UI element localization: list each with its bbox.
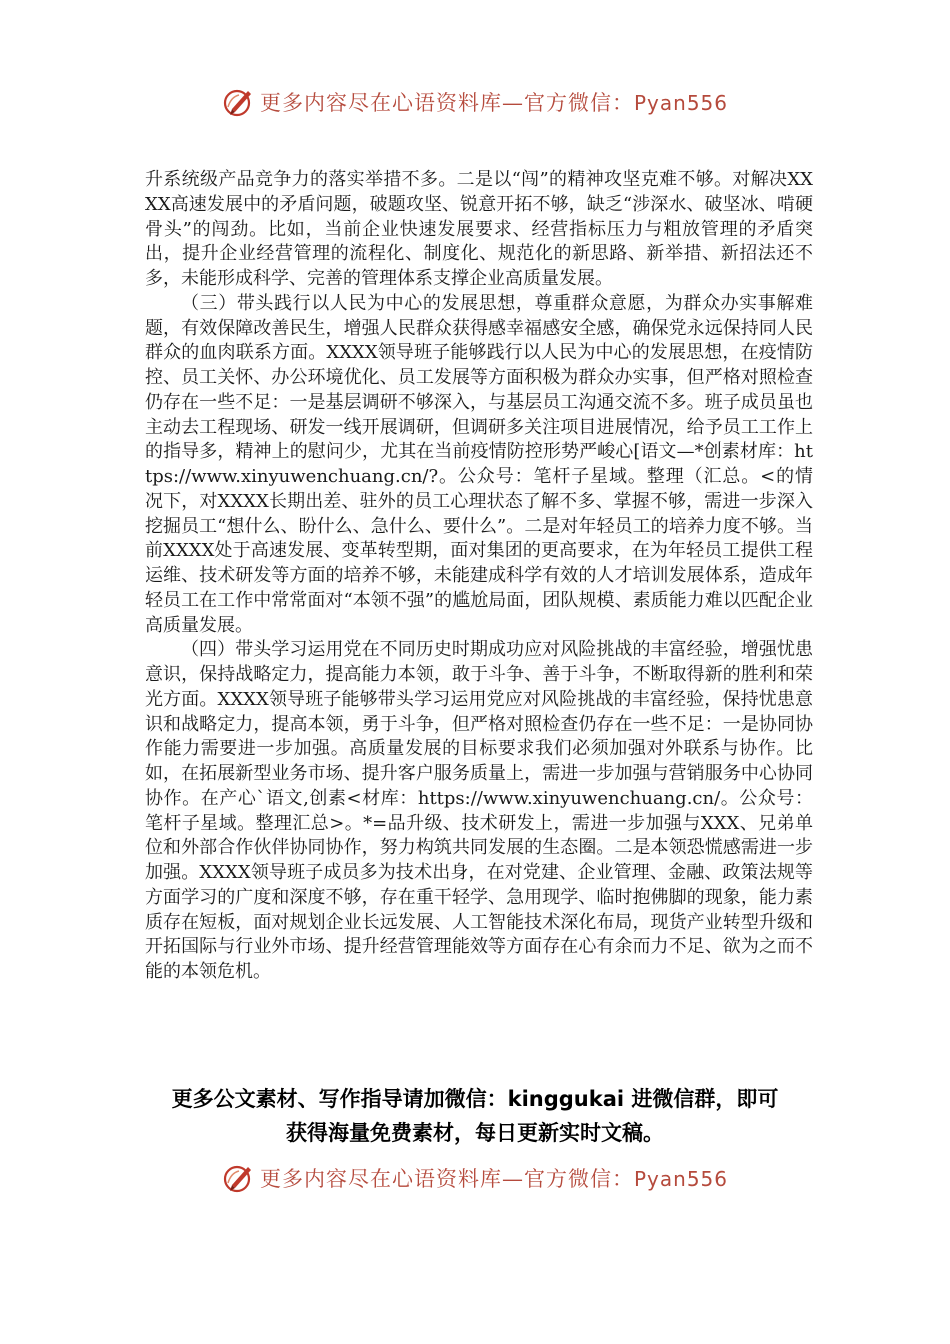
paragraph-section-3: （三）带头践行以人民为中心的发展思想，尊重群众意愿，为群众办实事解难题，有效保障改善民生，增强人民群众获得感幸福感安全感，确保党永远保持同人民群众的血肉联系方面。XXXX领导班子能够践行以人民为中心的发展思想，在疫情防控、员工关怀、办公环境优化、员工发展等方面积极为群众办实事，但严格对照检查仍存在一些不足：一是基层调研不够深入，与基层员工沟通交流不多。班子成员虽也主动去工程现场、研发一线开展调研，但调研多关注项目进展情况，给予员工工作上的指导多，精神上的慰问少，尤其在当前疫情防控形势严峻心[语文—*创素材库：https://www.xinyuwenchuang.cn/?。公众号：笔杆子星域。整理（汇总。<的情况下，对XXXX长期出差、驻外的员工心理状态了解不多、掌握不够，需进一步深入挖掘员工“想什么、盼什么、急什么、要什么”。二是对年轻员工的培养力度不够。当前XXXX处于高速发展、变革转型期，面对集团的更高要求，在为年轻员工提供工程运维、技术研发等方面的培养不够，未能建成科学有效的人才培训发展体系，造成年轻员工在工作中常常面对“本领不强”的尴尬局面，团队规模、素质能力难以匹配企业高质量发展。 (145, 292, 813, 636)
paragraph-section-4: （四）带头学习运用党在不同历史时期成功应对风险挑战的丰富经验，增强忧患意识，保持战略定力，提高能力本领，敢于斗争、善于斗争，不断取得新的胜利和荣光方面。XXXX领导班子能够带头学习运用党应对风险挑战的丰富经验，保持忧患意识和战略定力，提高本领，勇于斗争，但严格对照检查仍存在一些不足：一是协同协作能力需要进一步加强。高质量发展的目标要求我们必须加强对外联系与协作。比如，在拓展新型业务市场、提升客户服务质量上，需进一步加强与营销服务中心协同协作。在产心`语文,创素<材库：https://www.xinyuwenchuang.cn/。公众号：笔杆子星域。整理汇总>。*=品升级、技术研发上，需进一步加强与XXX、兄弟单位和外部合作伙伴协同协作，努力构筑共同发展的生态圈。二是本领恐慌感需进一步加强。XXXX领导班子成员多为技术出身，在对党建、企业管理、金融、政策法规等方面学习的广度和深度不够，存在重干轻学、急用现学、临时抱佛脚的现象，能力素质存在短板，面对规划企业长远发展、人工智能技术深化布局，现货产业转型升级和开拓国际与行业外市场、提升经营管理能效等方面存在心有余而力不足、欲为之而不能的本领危机。 (145, 639, 813, 982)
pen-logo-icon (222, 1161, 256, 1195)
promo-notice (130, 1082, 820, 1150)
promo-line-2: 获得海量免费素材，每日更新实时文稿。 (286, 1121, 664, 1145)
pen-logo-icon (222, 85, 256, 119)
header-banner-text: 更多内容尽在心语资料库—官方微信：Pyan556 (259, 91, 728, 115)
footer-banner (0, 1158, 950, 1198)
promo-line-1: 更多公文素材、写作指导请加微信：kinggukai 进微信群，即可 (171, 1087, 779, 1111)
header-banner (0, 82, 950, 122)
footer-banner-text: 更多内容尽在心语资料库—官方微信：Pyan556 (259, 1167, 728, 1191)
document-body (145, 168, 813, 985)
paragraph-continuation: 升系统级产品竞争力的落实举措不多。二是以“闯”的精神攻坚克难不够。对解决XXXX高速发展中的矛盾问题，破题攻坚、锐意开拓不够，缺乏“涉深水、破坚冰、啃硬骨头”的闯劲。比如，当前企业快速发展要求、经营指标压力与粗放管理的矛盾突出，提升企业经营管理的流程化、制度化、规范化的新思路、新举措、新招法还不多，未能形成科学、完善的管理体系支撑企业高质量发展。 (145, 169, 813, 289)
